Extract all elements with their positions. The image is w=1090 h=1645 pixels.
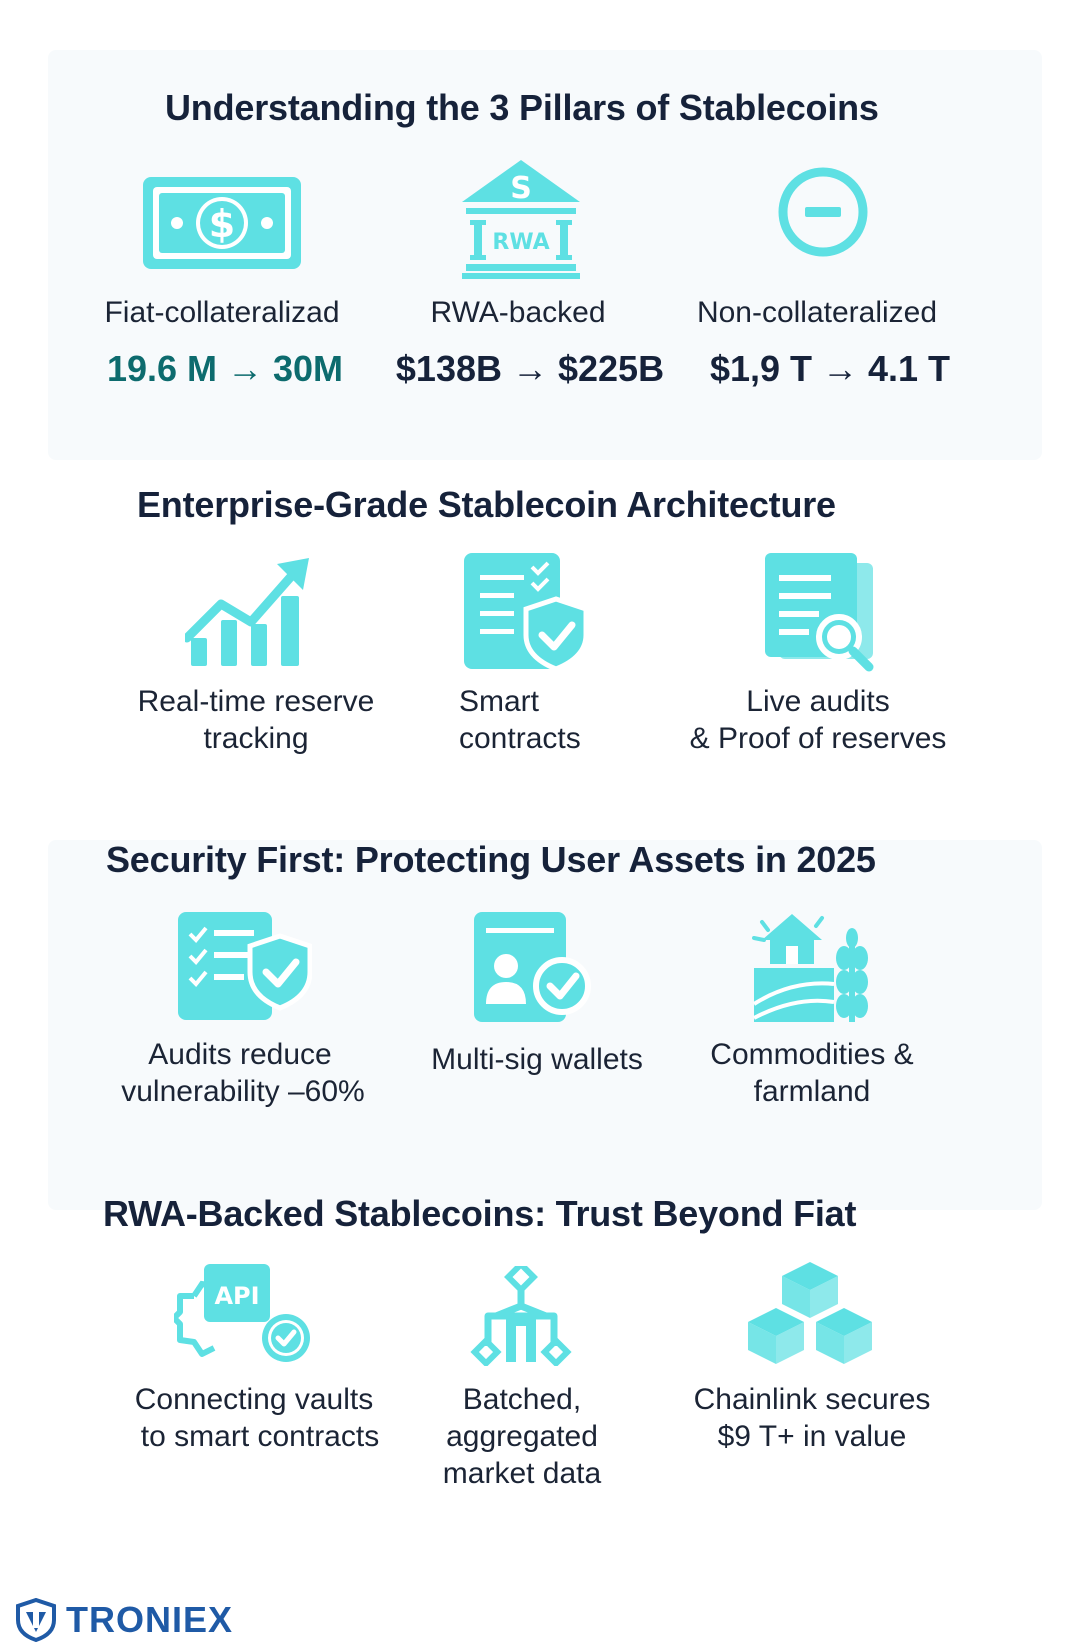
- multisig-label: Multi-sig wallets: [431, 1043, 643, 1076]
- audit-shield-icon: [178, 912, 312, 1022]
- vaults-label-1: Connecting vaults: [134, 1383, 374, 1416]
- live-audits-label-1: Live audits: [746, 685, 890, 718]
- section-3-title: Security First: Protecting User Assets in 2025: [106, 839, 876, 880]
- checklist-shield-icon: [464, 553, 588, 671]
- brand-logo: [14, 1598, 233, 1642]
- smart-contracts-label-2: contracts: [459, 722, 581, 755]
- dollar-bill-icon: [143, 177, 301, 269]
- chainlink-label-2: $9 T+ in value: [717, 1420, 907, 1453]
- fiat-collateralized-stat: 19.6 M → 30M: [106, 348, 344, 389]
- commodities-label-1: Commodities &: [710, 1038, 914, 1071]
- batched-label-3: market data: [442, 1457, 602, 1490]
- fiat-collateralized-label: Fiat-collateralizad: [104, 296, 340, 329]
- blocks-cube-icon: [748, 1262, 872, 1366]
- section-1-title: Understanding the 3 Pillars of Stablecoins: [165, 87, 879, 128]
- id-check-icon: [474, 912, 592, 1024]
- api-gear-icon: [174, 1262, 314, 1366]
- batched-label-2: aggregated: [446, 1420, 598, 1453]
- vaults-label-2: to smart contracts: [140, 1420, 380, 1453]
- bank-rwa-icon: [462, 160, 580, 280]
- commodities-label-2: farmland: [753, 1075, 871, 1108]
- audits-label-2: vulnerability –60%: [121, 1075, 365, 1108]
- document-search-icon: [765, 553, 877, 673]
- bank-rwa-text: RWA: [492, 230, 550, 255]
- audits-label-1: Audits reduce: [148, 1038, 332, 1071]
- non-collateralized-label: Non-collateralized: [696, 296, 938, 329]
- batched-label-1: Batched,: [462, 1383, 582, 1416]
- growth-chart-icon: [185, 558, 311, 668]
- section-2-title: Enterprise-Grade Stablecoin Architecture: [137, 484, 836, 525]
- non-collateralized-stat: $1,9 T → 4.1 T: [709, 348, 951, 389]
- troniex-shield-icon: [14, 1598, 58, 1642]
- brand-name: TRONIEX: [66, 1599, 234, 1640]
- section-3-panel: [48, 840, 1042, 1210]
- minus-circle-icon: [778, 167, 868, 257]
- chainlink-label-1: Chainlink secures: [693, 1383, 931, 1416]
- reserve-tracking-label-1: Real-time reserve: [137, 685, 375, 718]
- rwa-backed-stat: $138B → $225B: [395, 348, 665, 389]
- farmland-icon: [752, 912, 872, 1024]
- section-4-title: RWA-Backed Stablecoins: Trust Beyond Fiat: [103, 1193, 857, 1234]
- api-text: API: [214, 1282, 260, 1310]
- rwa-backed-label: RWA-backed: [430, 296, 606, 329]
- live-audits-label-2: & Proof of reserves: [689, 722, 947, 755]
- network-nodes-icon: [466, 1266, 578, 1366]
- smart-contracts-label-1: Smart: [459, 685, 540, 718]
- reserve-tracking-label-2: tracking: [203, 722, 309, 755]
- svg-text:$: $: [208, 202, 236, 246]
- svg-text:S: S: [510, 171, 532, 206]
